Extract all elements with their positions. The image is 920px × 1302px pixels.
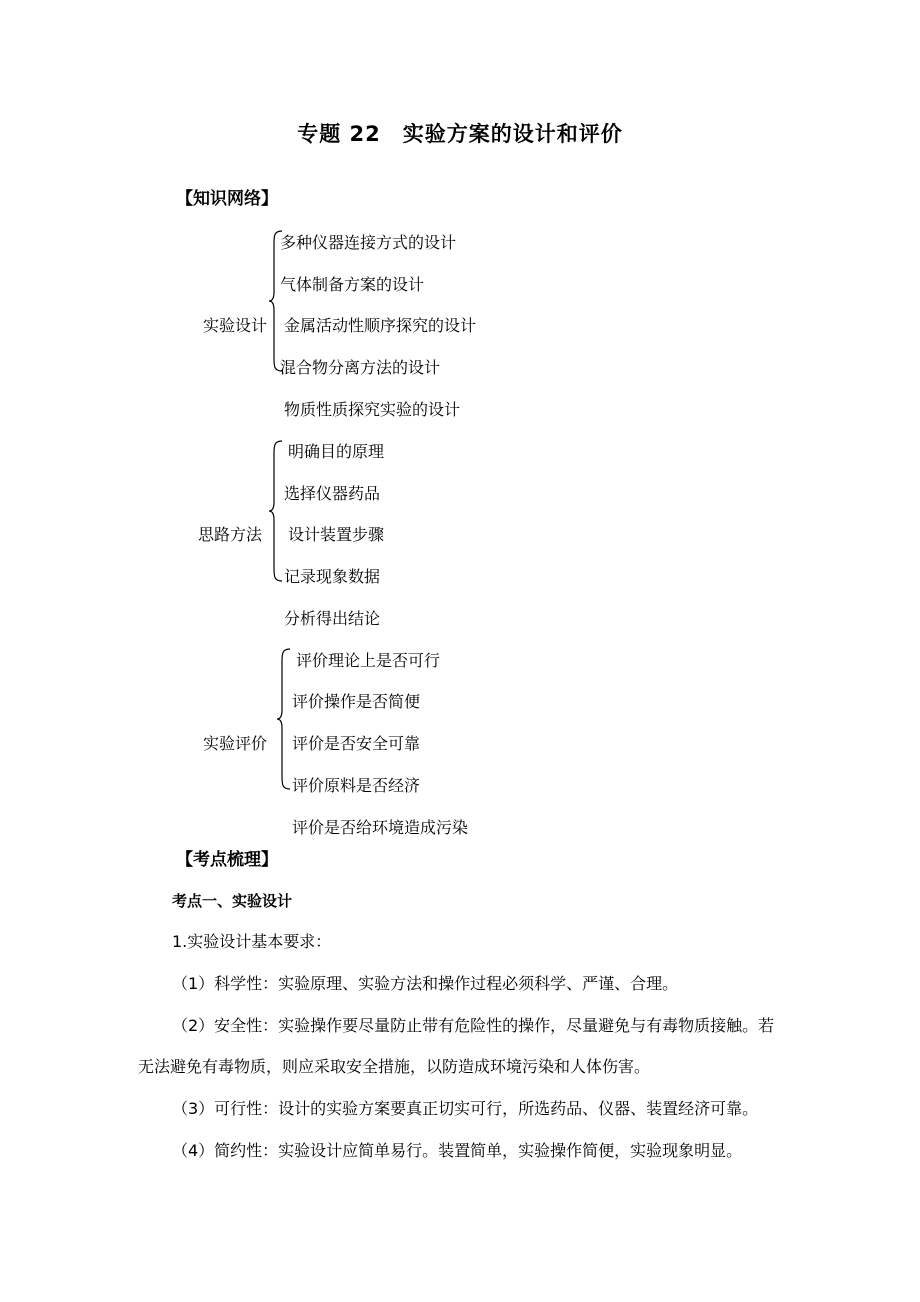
design-item-3: 金属活动性顺序探究的设计 [284, 316, 477, 335]
design-item-4: 混合物分离方法的设计 [280, 358, 441, 377]
requirement-safety: （2）安全性：实验操作要尽量防止带有危险性的操作，尽量避免与有毒物质接触。若 [172, 1016, 775, 1035]
approach-item-1: 明确目的原理 [288, 442, 385, 461]
approach-item-3: 设计装置步骤 [288, 525, 385, 544]
category-experiment-design: 实验设计 [203, 316, 268, 335]
brace-approach [268, 440, 284, 582]
requirement-safety-cont: 无法避免有毒物质，则应采取安全措施，以防造成环境污染和人体伤害。 [138, 1057, 651, 1076]
approach-item-5: 分析得出结论 [284, 609, 381, 628]
page-title: 专题 22 实验方案的设计和评价 [297, 122, 623, 146]
brace-evaluation [276, 648, 292, 790]
point-1-title: 考点一、实验设计 [172, 892, 293, 910]
category-approach: 思路方法 [198, 525, 263, 544]
evaluation-item-3: 评价是否安全可靠 [292, 734, 421, 753]
knowledge-network-header: 【知识网络】 [176, 189, 278, 209]
design-item-2: 气体制备方案的设计 [280, 275, 425, 294]
requirement-simplicity: （4）简约性：实验设计应简单易行。装置简单，实验操作简便，实验现象明显。 [172, 1141, 743, 1160]
approach-item-4: 记录现象数据 [284, 567, 381, 586]
evaluation-item-4: 评价原料是否经济 [292, 776, 421, 795]
evaluation-item-1: 评价理论上是否可行 [296, 651, 441, 670]
evaluation-item-5: 评价是否给环境造成污染 [292, 818, 469, 837]
exam-points-header: 【考点梳理】 [176, 850, 278, 870]
evaluation-item-2: 评价操作是否简便 [292, 692, 421, 711]
requirement-feasibility: （3）可行性：设计的实验方案要真正切实可行，所选药品、仪器、装置经济可靠。 [172, 1099, 759, 1118]
design-item-1: 多种仪器连接方式的设计 [280, 233, 457, 252]
requirement-scientific: （1）科学性：实验原理、实验方法和操作过程必须科学、严谨、合理。 [172, 974, 679, 993]
design-item-5: 物质性质探究实验的设计 [284, 400, 461, 419]
requirements-intro: 1.实验设计基本要求： [172, 932, 332, 951]
category-evaluation: 实验评价 [203, 734, 268, 753]
approach-item-2: 选择仪器药品 [284, 484, 381, 503]
